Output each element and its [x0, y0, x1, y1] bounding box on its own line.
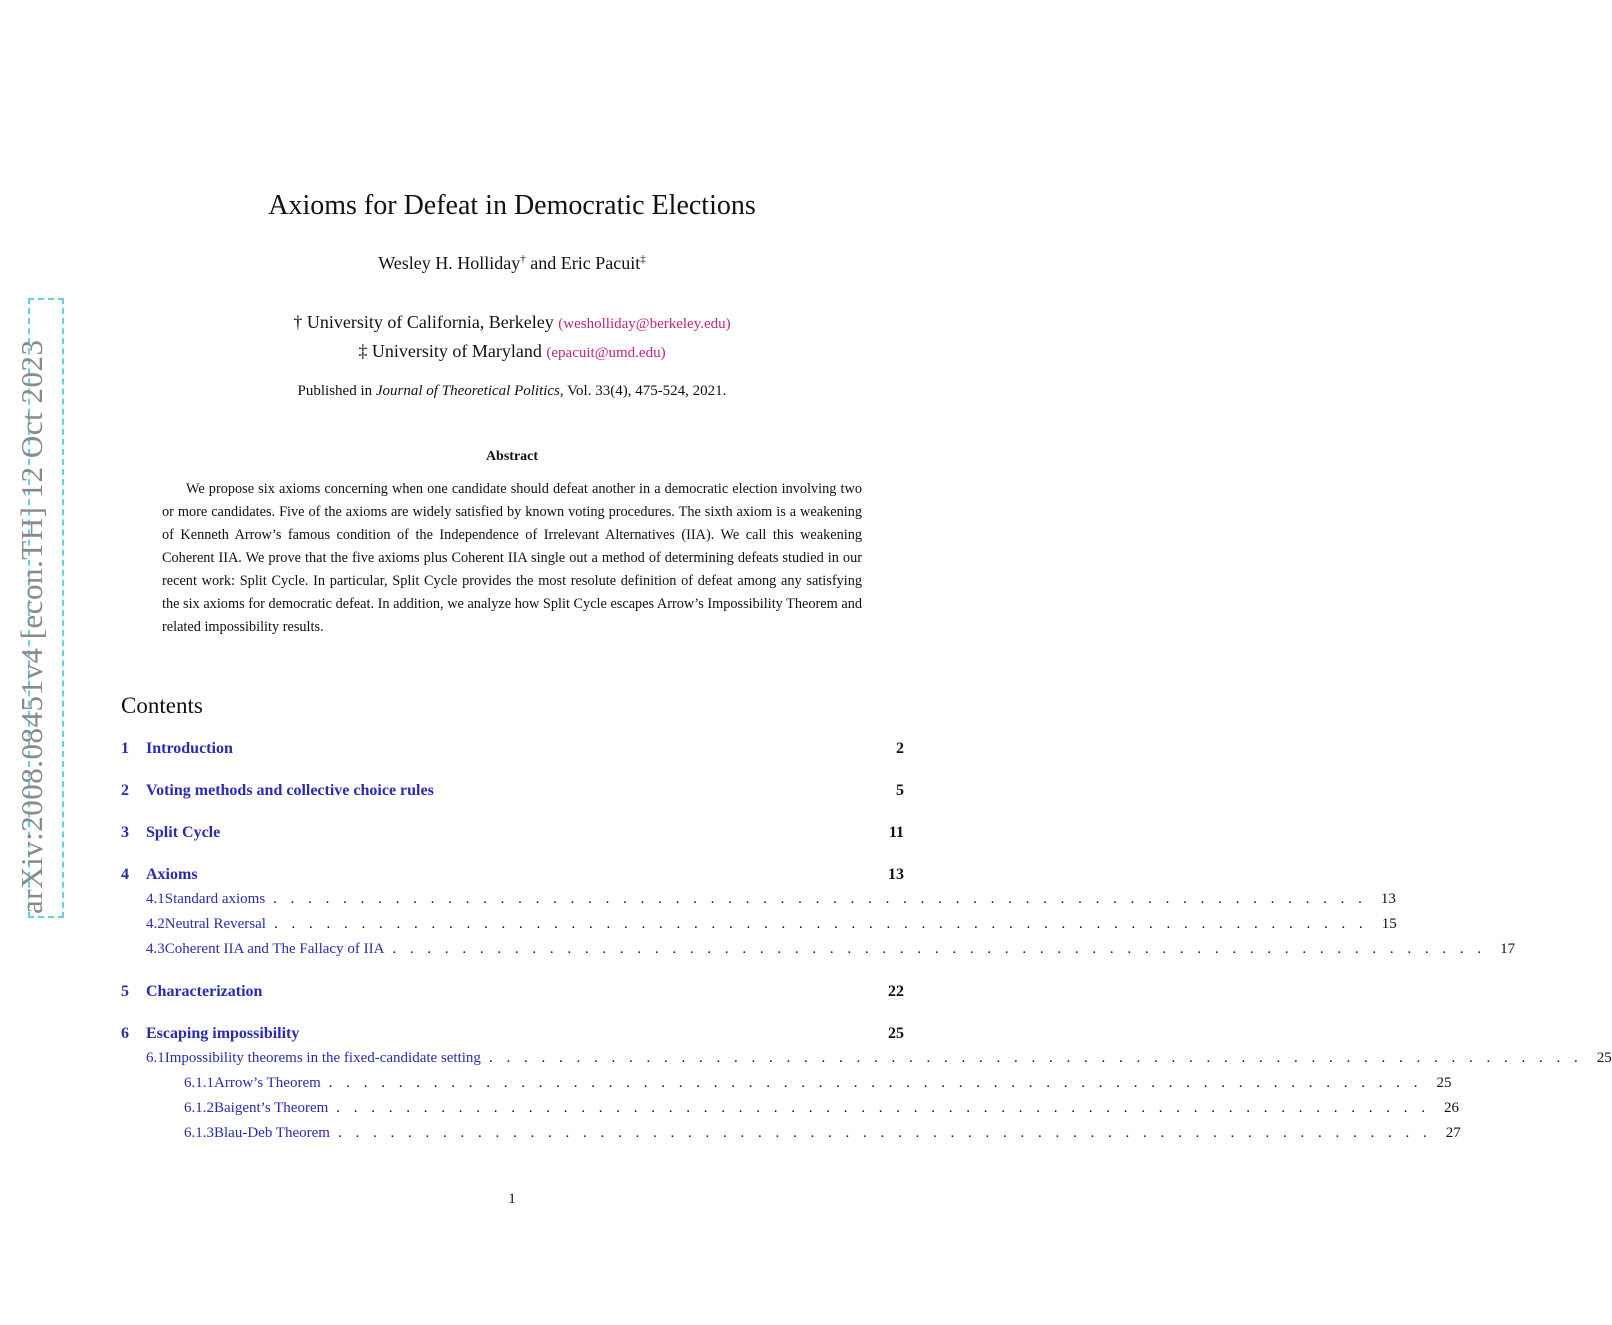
toc-subsection-coherent-iia[interactable]	[121, 941, 1516, 966]
affiliation-maryland	[0, 341, 1024, 362]
toc-subsection-label: Neutral Reversal	[164, 916, 266, 932]
toc-subsection-page: 17	[1500, 941, 1516, 957]
toc-subsection-page: 15	[1381, 916, 1397, 932]
publication-note	[0, 383, 1024, 400]
toc-subsection-page: 25	[1596, 1050, 1612, 1066]
toc-section-number: 6	[121, 1025, 129, 1042]
toc-leader-dots: . . . . . . . . . . . . . . . . . . . . . . . . . . . . . . . . . . . . . . . . . . . . . . . . . . . . . . . . . . . . . . .	[488, 1050, 1583, 1066]
toc-section-page: 22	[888, 983, 904, 1000]
email-link-holliday[interactable]: (wesholliday@berkeley.edu)	[558, 316, 731, 332]
toc-subsubsection-baigents-theorem[interactable]	[121, 1100, 1460, 1125]
toc-section-split-cycle[interactable]	[121, 824, 904, 849]
toc-subsubsection-arrows-theorem[interactable]	[121, 1075, 1452, 1100]
toc-section-introduction[interactable]	[121, 740, 904, 765]
toc-section-label: Axioms	[146, 866, 198, 883]
table-of-contents	[121, 740, 1612, 1150]
toc-section-voting-methods[interactable]	[121, 782, 904, 807]
affiliation-berkeley	[0, 312, 1024, 333]
toc-section-number: 4	[121, 866, 129, 883]
toc-section-page: 5	[896, 782, 904, 799]
toc-subsection-impossibility-theorems[interactable]	[121, 1050, 1612, 1075]
toc-subsubsection-blau-deb-theorem[interactable]	[121, 1125, 1461, 1150]
toc-leader-dots: . . . . . . . . . . . . . . . . . . . . . . . . . . . . . . . . . . . . . . . . . . . . . . . . . . . . . . . . . . . . . . .	[273, 891, 1367, 907]
toc-subsubsection-label: Blau-Deb Theorem	[214, 1125, 330, 1141]
toc-subsubsection-label: Arrow’s Theorem	[214, 1075, 321, 1091]
toc-section-number: 3	[121, 824, 129, 841]
toc-section-number: 2	[121, 782, 129, 799]
toc-section-characterization[interactable]	[121, 983, 904, 1008]
toc-subsubsection-number: 6.1.2	[184, 1100, 214, 1116]
toc-subsection-label: Coherent IIA and The Fallacy of IIA	[164, 941, 385, 957]
toc-subsection-number: 6.1	[146, 1050, 165, 1066]
toc-subsection-label: Standard axioms	[164, 891, 266, 907]
author-mark-dagger: †	[520, 253, 526, 265]
toc-subsection-number: 4.3	[146, 941, 165, 957]
toc-leader-dots: . . . . . . . . . . . . . . . . . . . . . . . . . . . . . . . . . . . . . . . . . . . . . . . . . . . . . . . . . . . . . . .	[392, 941, 1487, 957]
affiliation-text: ‡ University of Maryland	[358, 341, 542, 361]
arxiv-identifier[interactable]: arXiv:2008.08451v4 [econ.TH] 12 Oct 2023	[14, 339, 49, 914]
toc-section-page: 25	[888, 1025, 904, 1042]
author-connector: and	[525, 253, 561, 273]
toc-subsection-number: 4.1	[146, 891, 165, 907]
publication-suffix: , Vol. 33(4), 475-524, 2021.	[559, 383, 727, 399]
toc-section-number: 1	[121, 740, 129, 757]
toc-section-page: 11	[888, 824, 904, 841]
abstract-body: We propose six axioms concerning when one candidate should defeat another in a democratic election involving two or more candidates. Five of the axioms are widely satisfied by known voting procedures. The sixth axiom is a weakening of Kenneth Arrow’s famous condition of the Independence of Irrelevant Alternatives (IIA). We call this weakening Coherent IIA. We prove that the five axioms plus Coherent IIA single out a method of determining defeats studied in our recent work: Split Cycle. In particular, Split Cycle provides the most resolute definition of defeat among any satisfying the six axioms for democratic defeat. In addition, we analyze how Split Cycle escapes Arrow’s Impossibility Theorem and related impossibility results.	[162, 481, 862, 635]
journal-name: Journal of Theoretical Politics	[375, 383, 560, 399]
toc-subsubsection-number: 6.1.3	[184, 1125, 214, 1141]
toc-section-label: Escaping impossibility	[146, 1025, 300, 1042]
contents-heading: Contents	[121, 693, 203, 718]
affiliation-text: † University of California, Berkeley	[293, 312, 554, 332]
author-mark-double-dagger: ‡	[640, 253, 646, 265]
toc-section-number: 5	[121, 983, 129, 1000]
toc-subsubsection-page: 27	[1445, 1125, 1461, 1141]
publication-prefix: Published in	[297, 383, 376, 399]
toc-section-label: Split Cycle	[146, 824, 221, 841]
toc-subsubsection-label: Baigent’s Theorem	[214, 1100, 329, 1116]
toc-subsubsection-page: 25	[1436, 1075, 1452, 1091]
toc-section-escaping-impossibility[interactable]	[121, 1025, 904, 1050]
toc-subsection-label: Impossibility theorems in the fixed-candidate setting	[164, 1050, 481, 1066]
page-number: 1	[508, 1191, 516, 1207]
author-line	[0, 253, 1024, 274]
toc-section-label: Voting methods and collective choice rules	[146, 782, 434, 799]
toc-subsection-neutral-reversal[interactable]	[121, 916, 1397, 941]
toc-leader-dots: . . . . . . . . . . . . . . . . . . . . . . . . . . . . . . . . . . . . . . . . . . . . . . . . . . . . . . . . . . . . . . .	[273, 916, 1368, 932]
toc-leader-dots: . . . . . . . . . . . . . . . . . . . . . . . . . . . . . . . . . . . . . . . . . . . . . . . . . . . . . . . . . . . . . . .	[328, 1075, 1423, 1091]
toc-section-label: Characterization	[146, 983, 263, 1000]
toc-section-axioms[interactable]	[121, 866, 904, 891]
toc-subsubsection-number: 6.1.1	[184, 1075, 214, 1091]
toc-leader-dots: . . . . . . . . . . . . . . . . . . . . . . . . . . . . . . . . . . . . . . . . . . . . . . . . . . . . . . . . . . . . . . .	[337, 1125, 1432, 1141]
email-link-pacuit[interactable]: (epacuit@umd.edu)	[546, 345, 666, 361]
toc-subsection-page: 13	[1380, 891, 1396, 907]
toc-section-page: 2	[896, 740, 904, 757]
author-pacuit: Eric Pacuit	[560, 253, 641, 273]
paper-title: Axioms for Defeat in Democratic Elections	[268, 190, 756, 221]
toc-subsubsection-page: 26	[1444, 1100, 1460, 1116]
author-holliday: Wesley H. Holliday	[378, 253, 521, 273]
toc-leader-dots: . . . . . . . . . . . . . . . . . . . . . . . . . . . . . . . . . . . . . . . . . . . . . . . . . . . . . . . . . . . . . . .	[336, 1100, 1431, 1116]
toc-section-page: 13	[888, 866, 904, 883]
toc-subsection-number: 4.2	[146, 916, 165, 932]
toc-section-label: Introduction	[146, 740, 233, 757]
toc-subsection-standard-axioms[interactable]	[121, 891, 1396, 916]
abstract-heading: Abstract	[485, 449, 539, 464]
